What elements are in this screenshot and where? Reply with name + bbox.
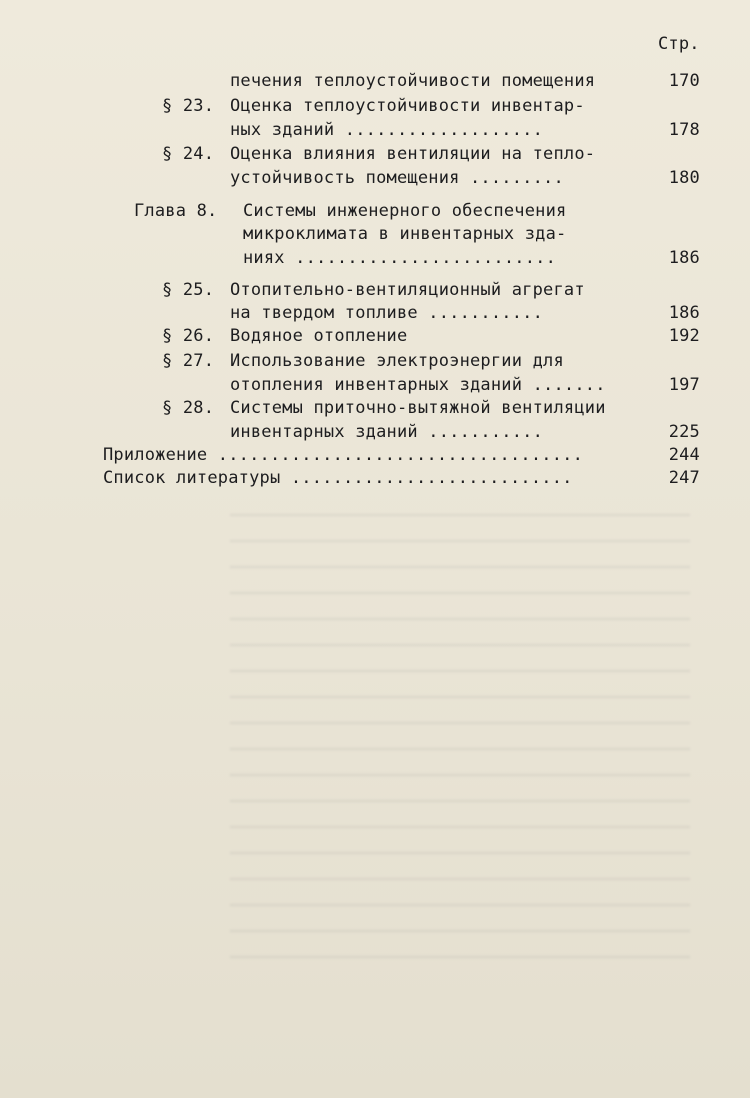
toc-line-page: 197 [668,375,700,395]
toc-line-page: 192 [668,326,700,346]
toc-line-text: Системы инженерного обеспечения [243,201,567,221]
toc-line-text: Приложение ................................... [103,445,584,465]
page-column-label: Стр. [658,34,700,54]
toc-line-text: Использование электроэнергии для [230,351,564,371]
section-marker: § 26. [162,326,215,346]
toc-line-text: Водяное отопление [230,326,408,346]
bleed-through-texture [230,500,690,980]
toc-line-page: 186 [668,248,700,268]
toc-line-page: 247 [668,468,700,488]
toc-line-text: ниях ......................... [243,248,557,268]
toc-line-text: Список литературы ........................... [103,468,573,488]
toc-line-text: устойчивость помещения ......... [230,168,564,188]
section-marker: § 25. [162,280,215,300]
toc-line-page: 170 [668,71,700,91]
toc-line-text: на твердом топливе ........... [230,303,544,323]
toc-line-text: печения теплоустойчивости помещения [230,71,596,91]
toc-line-page: 244 [668,445,700,465]
toc-line-page: 186 [668,303,700,323]
section-marker: § 23. [162,96,215,116]
section-marker: § 24. [162,144,215,164]
toc-line-text: ных зданий ................... [230,120,544,140]
toc-line-page: 225 [668,422,700,442]
toc-line-text: Системы приточно-вытяжной вентиляции [230,398,606,418]
toc-line-text: отопления инвентарных зданий ....... [230,375,606,395]
section-marker: § 28. [162,398,215,418]
toc-line-text: инвентарных зданий ........... [230,422,544,442]
chapter-marker: Глава 8. [134,201,218,221]
toc-line-page: 180 [668,168,700,188]
toc-line-text: Оценка теплоустойчивости инвентар- [230,96,585,116]
toc-line-page: 178 [668,120,700,140]
section-marker: § 27. [162,351,215,371]
toc-line-text: микроклимата в инвентарных зда- [243,224,567,244]
toc-line-text: Отопительно-вентиляционный агрегат [230,280,585,300]
toc-line-text: Оценка влияния вентиляции на тепло- [230,144,596,164]
